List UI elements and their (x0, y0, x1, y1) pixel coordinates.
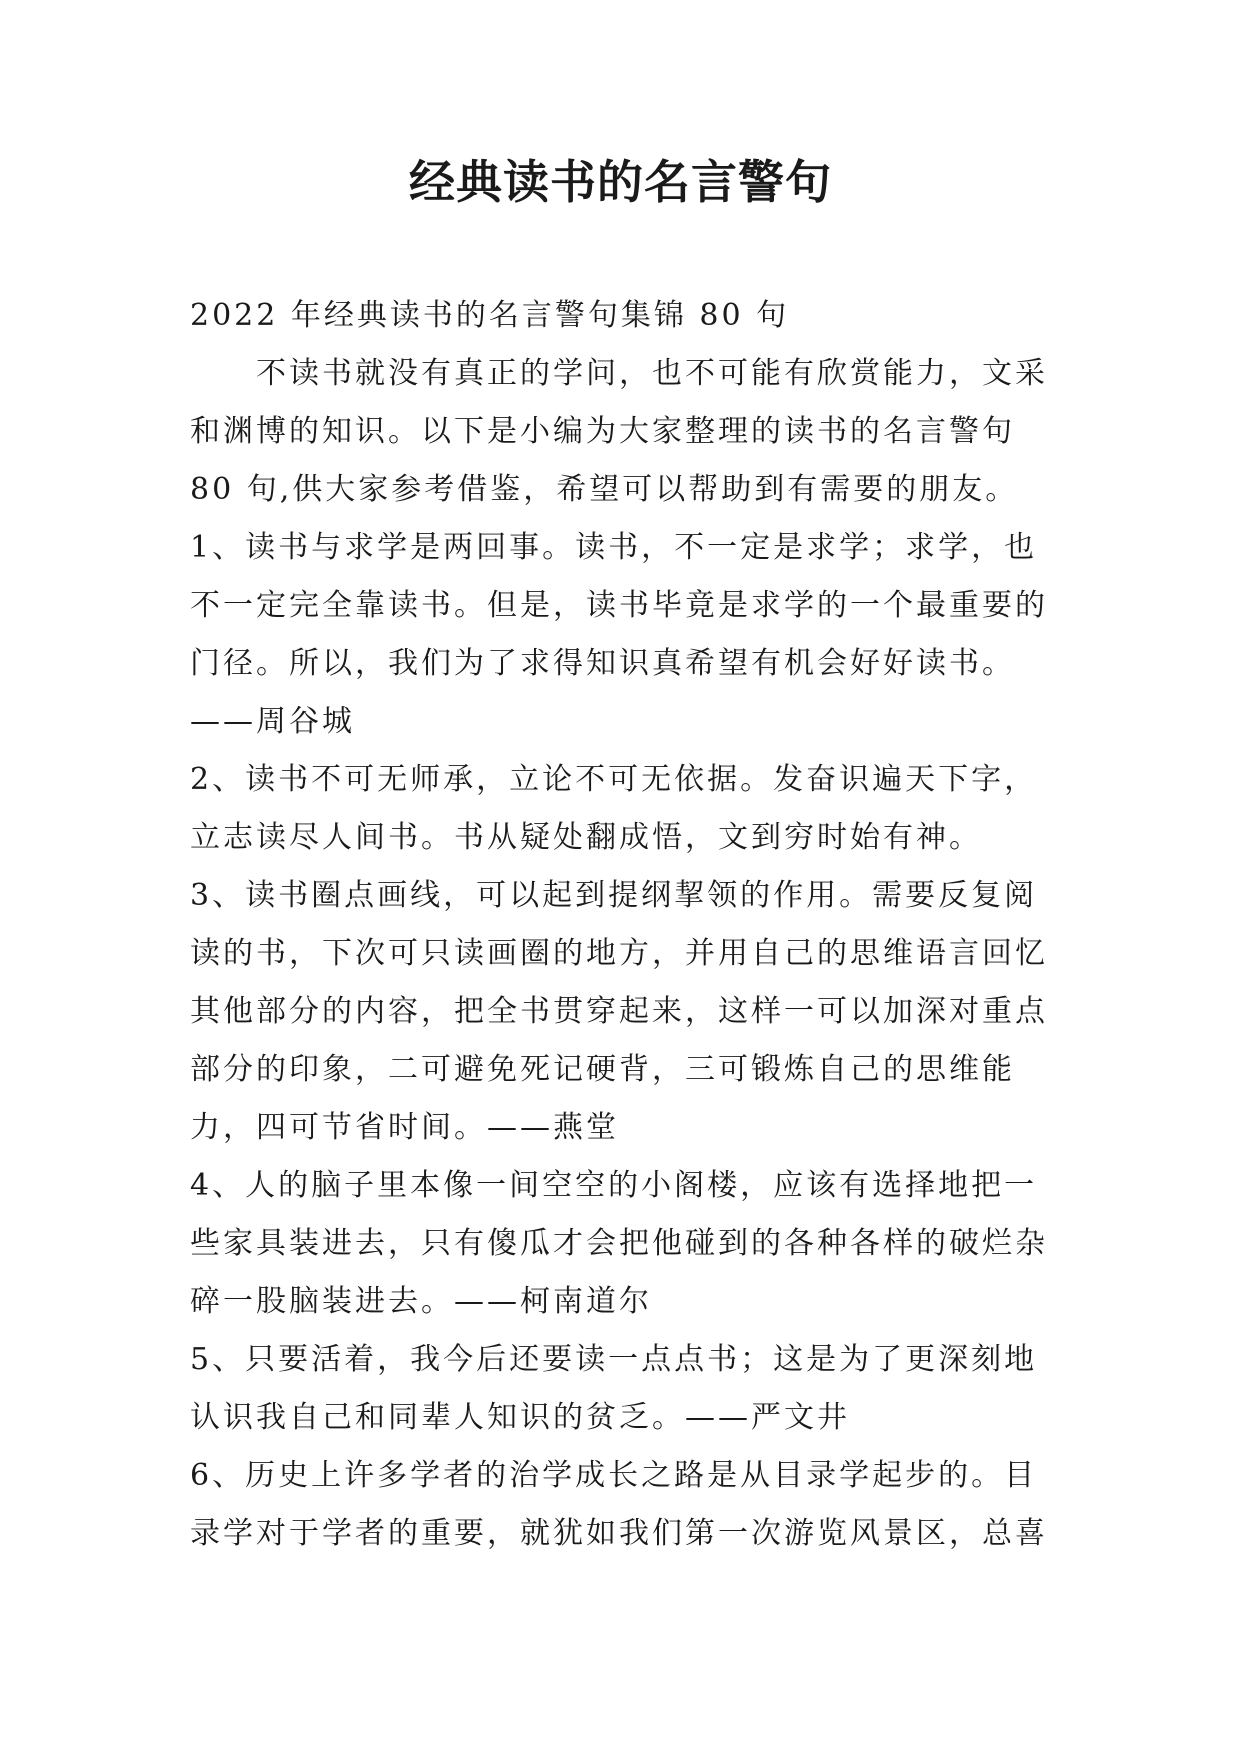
quote-item-6: 6、历史上许多学者的治学成长之路是从目录学起步的。目录学对于学者的重要，就犹如我们第一次游览风景区，总喜 (190, 1458, 1048, 1551)
quote-item-2: 2、读书不可无师承，立论不可无依据。发奋识遍天下字，立志读尽人间书。书从疑处翻成悟，文到穷时始有神。 (190, 762, 1038, 855)
quote-item-3: 3、读书圈点画线，可以起到提纲挈领的作用。需要反复阅读的书，下次可只读画圈的地方，并用自己的思维语言回忆其他部分的内容，把全书贯穿起来，这样一可以加深对重点部分的印象，二可避免死记硬背，三可锻炼自己的思维能力，四可节省时间。——燕堂 (190, 878, 1048, 1145)
document-body (190, 287, 1060, 1563)
document-subtitle: 2022 年经典读书的名言警句集锦 80 句 (190, 298, 790, 333)
quote-item-1: 1、读书与求学是两回事。读书，不一定是求学；求学，也不一定完全靠读书。但是，读书毕竟是求学的一个最重要的门径。所以，我们为了求得知识真希望有机会好好读书。——周谷城 (190, 530, 1048, 739)
intro-paragraph: 不读书就没有真正的学问，也不可能有欣赏能力，文采和渊博的知识。以下是小编为大家整理的读书的名言警句 80 句,供大家参考借鉴，希望可以帮助到有需要的朋友。 (190, 356, 1048, 507)
document-title: 经典读书的名言警句 (409, 155, 832, 209)
quote-item-5: 5、只要活着，我今后还要读一点点书；这是为了更深刻地认识我自己和同辈人知识的贫乏。——严文井 (190, 1342, 1038, 1435)
quote-item-4: 4、人的脑子里本像一间空空的小阁楼，应该有选择地把一些家具装进去，只有傻瓜才会把他碰到的各种各样的破烂杂碎一股脑装进去。——柯南道尔 (190, 1168, 1048, 1319)
